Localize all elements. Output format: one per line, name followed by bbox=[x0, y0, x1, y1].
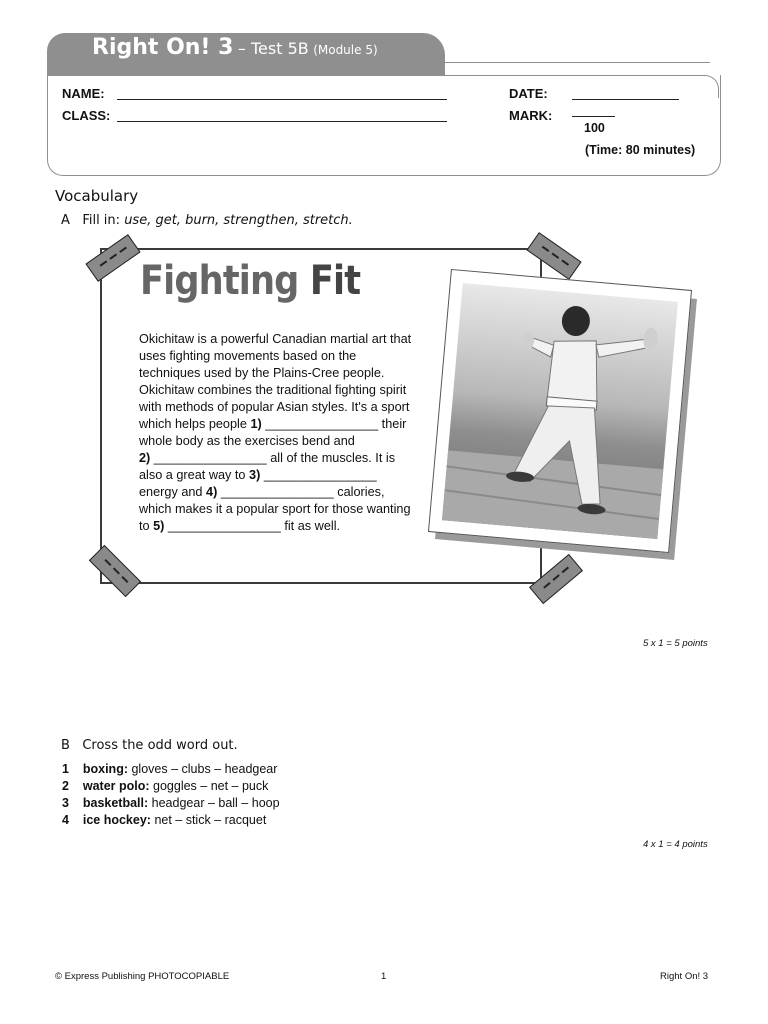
info-box-top-border bbox=[47, 75, 702, 76]
article-paragraph bbox=[139, 331, 422, 535]
blank[interactable]: ________________ all of the muscles. It is bbox=[150, 451, 396, 465]
paragraph-line: which helps people 1) ________________ their bbox=[139, 417, 407, 431]
time-allowed: (Time: 80 minutes) bbox=[585, 143, 696, 157]
item-label: water polo: bbox=[82, 779, 150, 793]
section-heading: Vocabulary bbox=[55, 187, 139, 205]
paragraph-line: which makes it a popular sport for those wanting bbox=[139, 502, 411, 516]
title-sub: – Test 5B bbox=[237, 39, 309, 58]
item-words[interactable]: goggles – net – puck bbox=[153, 779, 269, 793]
page-number: 1 bbox=[381, 971, 387, 982]
blank-number: 1) bbox=[250, 417, 262, 431]
header-rule bbox=[445, 62, 710, 63]
paragraph-line: Okichitaw is a powerful Canadian martial art that bbox=[139, 332, 412, 346]
item-label: ice hockey: bbox=[82, 813, 151, 827]
blank-number: 4) bbox=[206, 485, 218, 499]
date-label: DATE: bbox=[509, 86, 548, 101]
item-label: boxing: bbox=[82, 762, 128, 776]
class-label: CLASS: bbox=[62, 108, 111, 123]
blank[interactable]: ________________ fit as well. bbox=[164, 519, 341, 533]
title-main: Right On! 3 bbox=[92, 35, 234, 60]
student-info-box bbox=[47, 75, 721, 176]
item-number: 3 bbox=[62, 796, 69, 810]
instruction-text: Cross the odd word out. bbox=[82, 738, 238, 753]
blank[interactable]: ________________ calories, bbox=[217, 485, 385, 499]
item-number: 4 bbox=[62, 813, 69, 827]
word-bank: use, get, burn, strengthen, stretch. bbox=[124, 213, 353, 228]
list-item bbox=[62, 796, 280, 810]
article-title bbox=[140, 258, 360, 304]
exercise-letter: B bbox=[61, 738, 70, 753]
blank-number: 2) bbox=[139, 451, 151, 465]
item-number: 1 bbox=[62, 762, 69, 776]
list-item bbox=[62, 779, 268, 793]
item-words[interactable]: gloves – clubs – headgear bbox=[131, 762, 278, 776]
paragraph-line: with methods of popular Asian styles. It's a sport bbox=[139, 400, 410, 414]
paragraph-line: techniques used by the Plains-Cree people. bbox=[139, 366, 385, 380]
paragraph-line bbox=[139, 450, 422, 467]
mark-total: 100 bbox=[584, 121, 605, 135]
exercise-a-instruction bbox=[61, 213, 353, 228]
blank[interactable]: ________________ bbox=[260, 468, 377, 482]
test-title bbox=[92, 35, 378, 60]
item-label: basketball: bbox=[82, 796, 149, 810]
exercise-letter: A bbox=[61, 213, 70, 228]
item-number: 2 bbox=[62, 779, 69, 793]
list-item bbox=[62, 813, 266, 827]
name-label: NAME: bbox=[62, 86, 105, 101]
list-item bbox=[62, 762, 277, 776]
footer-copyright: © Express Publishing PHOTOCOPIABLE bbox=[55, 971, 230, 982]
instruction-text: Fill in: bbox=[82, 213, 121, 228]
martial-artist-image bbox=[429, 270, 691, 552]
exercise-a-points: 5 x 1 = 5 points bbox=[643, 638, 708, 649]
paragraph-line: energy and 4) ________________ calories, bbox=[139, 485, 385, 499]
item-words[interactable]: net – stick – racquet bbox=[154, 813, 267, 827]
article-title-word-1: Fighting bbox=[140, 258, 299, 304]
mark-field[interactable] bbox=[572, 116, 615, 117]
item-words[interactable]: headgear – ball – hoop bbox=[151, 796, 280, 810]
exercise-b-points: 4 x 1 = 4 points bbox=[643, 839, 708, 850]
exercise-b-instruction bbox=[61, 738, 238, 753]
title-module: (Module 5) bbox=[313, 43, 378, 57]
class-field[interactable] bbox=[117, 121, 447, 122]
date-field[interactable] bbox=[572, 99, 679, 100]
mark-label: MARK: bbox=[509, 108, 553, 123]
name-field[interactable] bbox=[117, 99, 447, 100]
paragraph-line: uses fighting movements based on the bbox=[139, 349, 357, 363]
paragraph-line: Okichitaw combines the traditional fighting spirit bbox=[139, 383, 407, 397]
blank-number: 5) bbox=[153, 519, 165, 533]
blank-number: 3) bbox=[249, 468, 261, 482]
info-box-corner bbox=[690, 75, 719, 98]
article-title-word-2: Fit bbox=[309, 258, 361, 304]
paragraph-line: to 5) ________________ fit as well. bbox=[139, 519, 341, 533]
paragraph-line: also a great way to 3) ________________ bbox=[139, 468, 377, 482]
footer-book-title: Right On! 3 bbox=[660, 971, 709, 982]
martial-artist-photo bbox=[428, 269, 692, 553]
paragraph-line: whole body as the exercises bend and bbox=[139, 434, 355, 448]
blank[interactable]: ________________ their bbox=[261, 417, 407, 431]
